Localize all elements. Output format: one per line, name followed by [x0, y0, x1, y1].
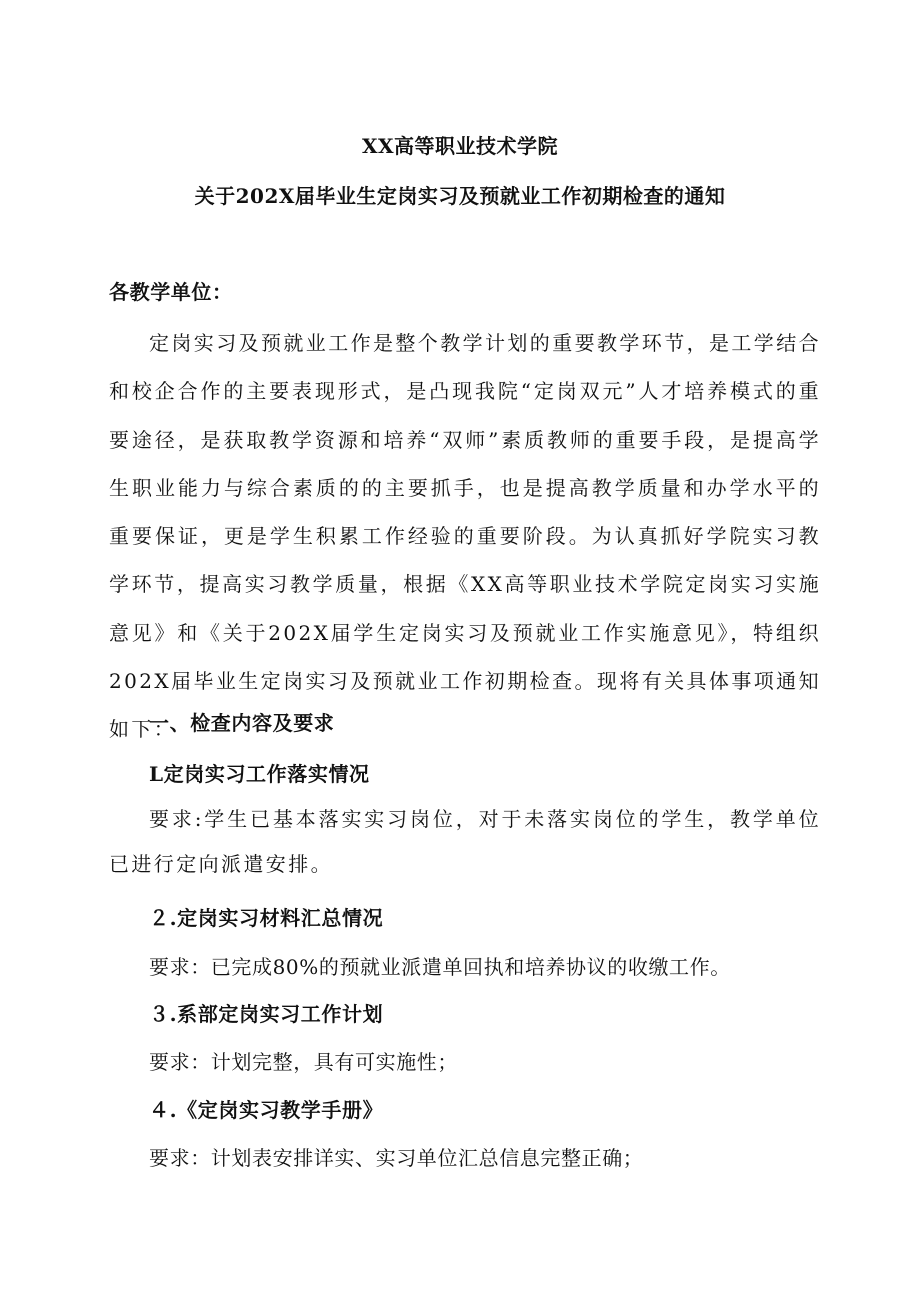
item-1-heading: L定岗实习工作落实情况	[149, 762, 370, 786]
section-heading-check-content: 一、检查内容及要求	[149, 711, 335, 735]
item-4-heading: ４.《定岗实习教学手册》	[149, 1098, 384, 1122]
title-school-name: XX高等职业技术学院	[361, 134, 559, 158]
item-4-requirement: 要求：计划表安排详实、实习单位汇总信息完整正确；	[149, 1146, 644, 1170]
intro-paragraph: 定岗实习及预就业工作是整个教学计划的重要教学环节，是工学结合和校企合作的主要表现形式，是凸现我院“定岗双元”人才培养模式的重要途径，是获取教学资源和培养“双师”素质教师的重要手段，是提高学生职业能力与综合素质的的主要抓手，也是提高教学质量和办学水平的重要保证，更是学生积累工作经验的重要阶段。为认真抓好学院实习教学环节，提高实习教学质量，根据《XX高等职业技术学院定岗实习实施意见》和《关于202X届学生定岗实习及预就业工作实施意见》，特组织202X届毕业生定岗实习及预就业工作初期检查。现将有关具体事项通知如下：	[109, 331, 821, 742]
salutation: 各教学单位：	[109, 280, 233, 304]
item-3-requirement: 要求：计划完整，具有可实施性；	[149, 1050, 458, 1074]
item-1-requirement: 要求:学生已基本落实实习岗位，对于未落实岗位的学生，教学单位已进行定向派遣安排。	[109, 807, 821, 876]
item-2-requirement: 要求：已完成80%的预就业派遣单回执和培养协议的收缴工作。	[149, 955, 731, 979]
title-notice: 关于202X届毕业生定岗实习及预就业工作初期检查的通知	[194, 184, 726, 208]
item-2-heading: ２.定岗实习材料汇总情况	[149, 906, 384, 930]
item-3-heading: ３.系部定岗实习工作计划	[149, 1002, 384, 1026]
